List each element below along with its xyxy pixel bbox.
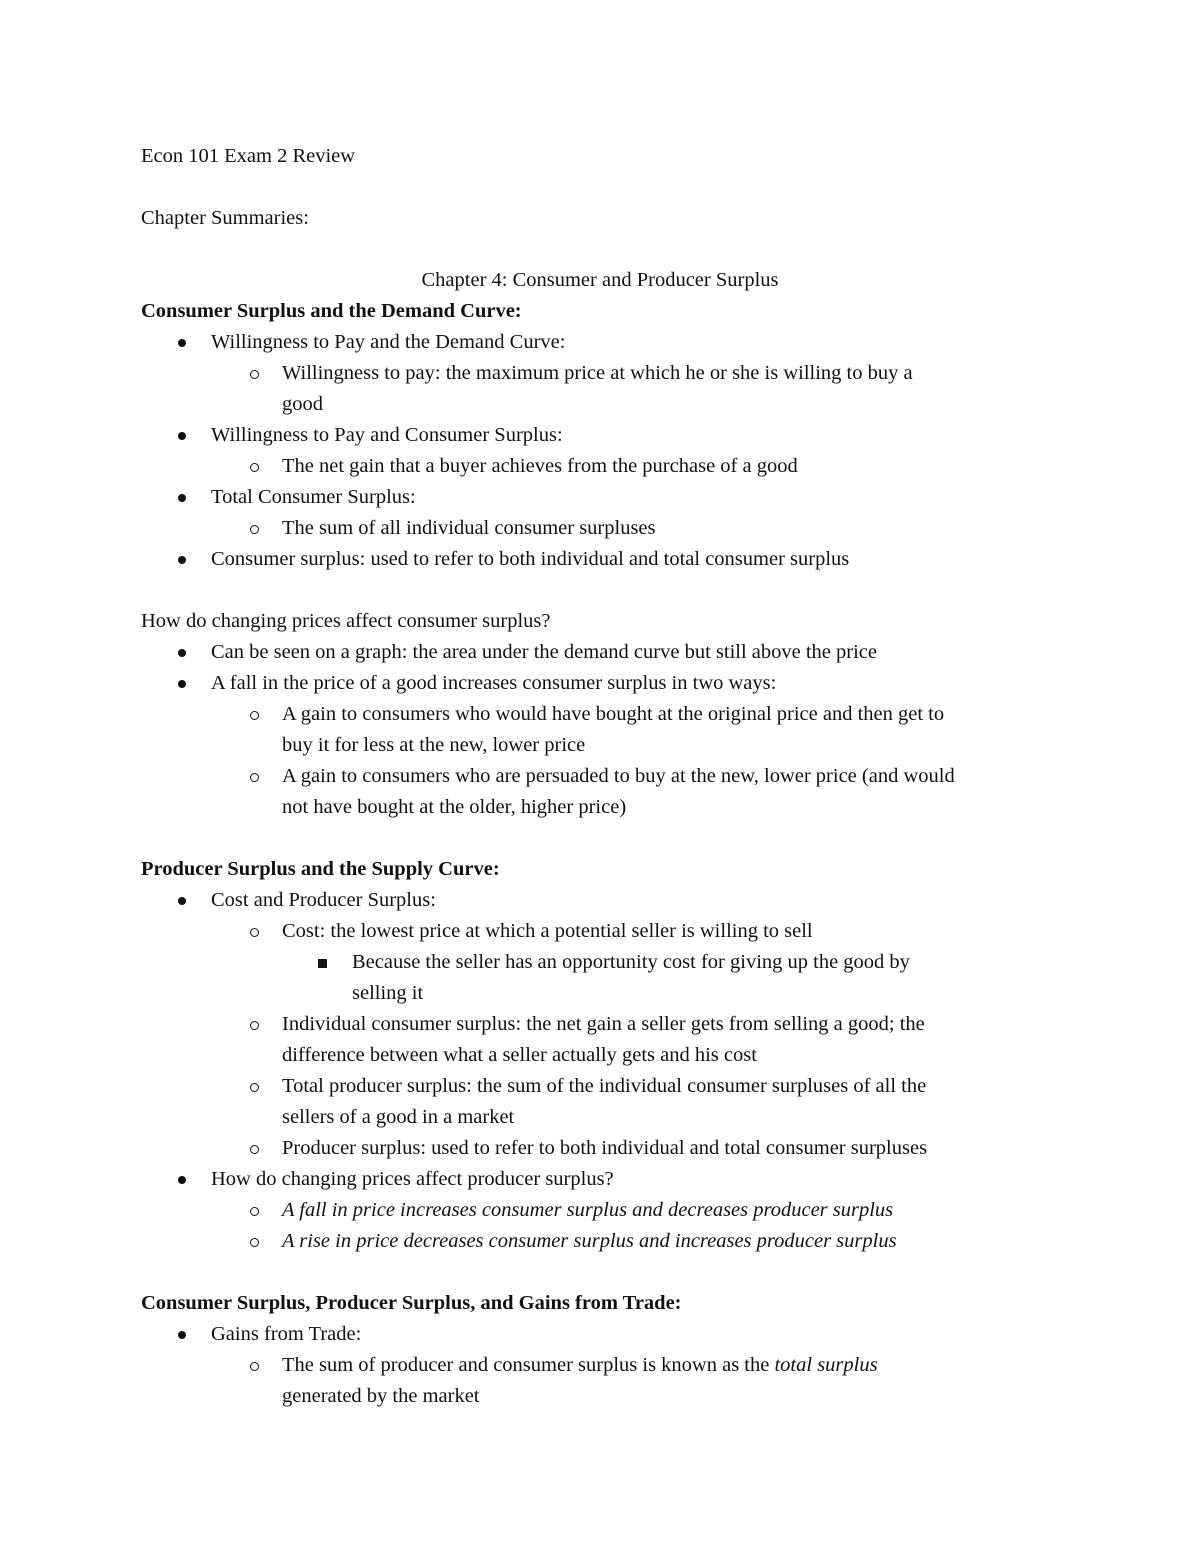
bullet-dot <box>178 494 186 502</box>
list-item: A fall in the price of a good increases consumer surplus in two ways: <box>211 672 777 694</box>
list-item: The net gain that a buyer achieves from the purchase of a good <box>282 455 798 477</box>
list-item: Gains from Trade: <box>211 1323 362 1345</box>
list-item: Producer surplus: used to refer to both individual and total consumer surpluses <box>282 1137 928 1159</box>
bullet-ring <box>250 773 259 782</box>
list-item-continuation: sellers of a good in a market <box>282 1106 515 1128</box>
list-item-italic: A rise in price decreases consumer surplus and increases producer surplus <box>282 1230 897 1252</box>
chapter-summaries-label: Chapter Summaries: <box>141 207 309 229</box>
list-item: Total producer surplus: the sum of the individual consumer surpluses of all the <box>282 1075 927 1097</box>
bullet-dot <box>178 649 186 657</box>
bullet-ring <box>250 1083 259 1092</box>
question-changing-prices-consumer: How do changing prices affect consumer surplus? <box>141 610 551 632</box>
bullet-dot <box>178 897 186 905</box>
list-item-continuation: buy it for less at the new, lower price <box>282 734 586 756</box>
bullet-dot <box>178 556 186 564</box>
bullet-dot <box>178 339 186 347</box>
bullet-dot <box>178 1176 186 1184</box>
bullet-ring <box>250 1238 259 1247</box>
bullet-ring <box>250 1021 259 1030</box>
bullet-dot <box>178 1331 186 1339</box>
list-item: A gain to consumers who would have bought at the original price and then get to <box>282 703 945 725</box>
bullet-ring <box>250 1207 259 1216</box>
emphasis-total-surplus: total surplus <box>774 1354 878 1376</box>
bullet-dot <box>178 680 186 688</box>
list-item: Because the seller has an opportunity cost for giving up the good by <box>352 951 910 973</box>
list-item: Willingness to pay: the maximum price at which he or she is willing to buy a <box>282 362 913 384</box>
doc-title: Econ 101 Exam 2 Review <box>141 145 356 167</box>
list-item-continuation: generated by the market <box>282 1385 480 1407</box>
list-item: Willingness to Pay and the Demand Curve: <box>211 331 566 353</box>
list-item: Can be seen on a graph: the area under the demand curve but still above the price <box>211 641 877 663</box>
list-item-text: The sum of producer and consumer surplus is known as the <box>282 1354 775 1376</box>
bullet-ring <box>250 928 259 937</box>
bullet-ring <box>250 711 259 720</box>
bullet-ring <box>250 1145 259 1154</box>
section-heading-gains-from-trade: Consumer Surplus, Producer Surplus, and Gains from Trade: <box>141 1292 682 1314</box>
list-item: A gain to consumers who are persuaded to buy at the new, lower price (and would <box>282 765 955 787</box>
list-item <box>282 1350 878 1381</box>
bullet-ring <box>250 370 259 379</box>
bullet-ring <box>250 1362 259 1371</box>
section-heading-producer-surplus: Producer Surplus and the Supply Curve: <box>141 858 500 880</box>
list-item-continuation: not have bought at the older, higher price) <box>282 796 627 818</box>
list-item: Cost and Producer Surplus: <box>211 889 436 911</box>
list-item: Consumer surplus: used to refer to both individual and total consumer surplus <box>211 548 850 570</box>
bullet-dot <box>178 432 186 440</box>
list-item-continuation: selling it <box>352 982 424 1004</box>
bullet-ring <box>250 525 259 534</box>
list-item-continuation: difference between what a seller actually gets and his cost <box>282 1044 757 1066</box>
list-item-continuation: good <box>282 393 323 415</box>
list-item: Total Consumer Surplus: <box>211 486 416 508</box>
list-item: Willingness to Pay and Consumer Surplus: <box>211 424 563 446</box>
chapter-heading: Chapter 4: Consumer and Producer Surplus <box>421 269 779 291</box>
list-item: Cost: the lowest price at which a potential seller is willing to sell <box>282 920 813 942</box>
list-item: The sum of all individual consumer surpluses <box>282 517 656 539</box>
list-item: How do changing prices affect producer surplus? <box>211 1168 614 1190</box>
bullet-square <box>318 959 327 968</box>
section-heading-consumer-surplus: Consumer Surplus and the Demand Curve: <box>141 300 522 322</box>
list-item-italic: A fall in price increases consumer surplus and decreases producer surplus <box>282 1199 894 1221</box>
list-item: Individual consumer surplus: the net gain a seller gets from selling a good; the <box>282 1013 925 1035</box>
bullet-ring <box>250 463 259 472</box>
